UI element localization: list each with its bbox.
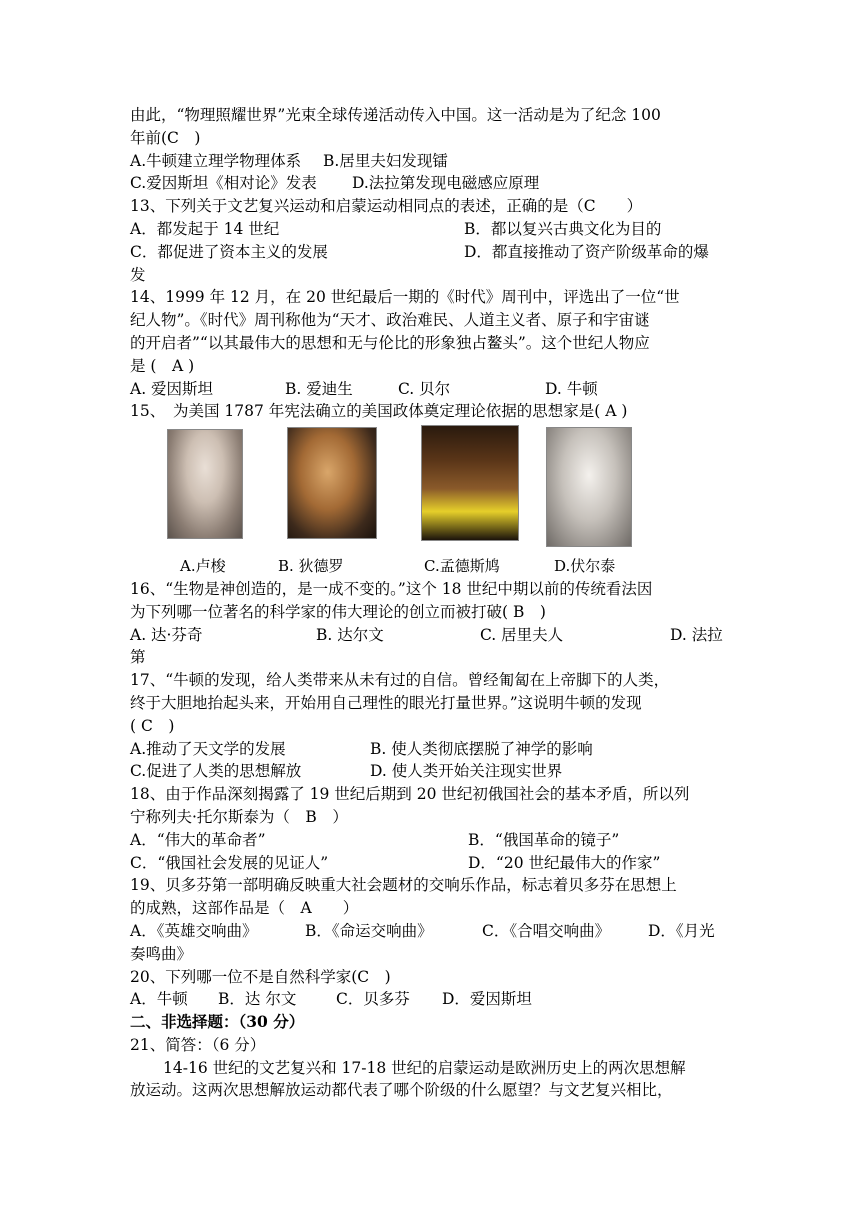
q12-options-cd [130,172,735,195]
q13-options-ab [130,218,735,241]
q13-option-d: D．都直接推动了资产阶级革命的爆 [464,242,709,261]
q17-stem-line2: 终于大胆地抬起头来，开始用自己理性的眼光打量世界。”这说明牛顿的发现 [130,693,642,712]
q15-captions [130,555,735,578]
q19-option-d: D．《月光 [648,921,715,940]
q14-option-c: C. 贝尔 [398,379,451,398]
q20-options [130,988,735,1011]
q18-stem-line1: 18、由于作品深刻揭露了 19 世纪后期到 20 世纪初俄国社会的基本矛盾，所以列 [130,785,690,804]
q15-portraits [130,427,735,555]
q21-stem-line1: 14-16 世纪的文艺复兴和 17-18 世纪的启蒙运动是欧洲历史上的两次思想解 [163,1058,686,1077]
q14-option-b: B. 爱迪生 [285,379,353,398]
q19-stem-line2: 的成熟，这部作品是（ A ） [130,899,359,918]
q15-caption-d: D.伏尔泰 [554,557,616,576]
q13-stem: 13、下列关于文艺复兴运动和启蒙运动相同点的表述，正确的是（C ） [130,197,643,216]
portrait-diderot [287,427,377,539]
q12-stem-line1: 由此，“物理照耀世界”光束全球传递活动传入中国。这一活动是为了纪念 100 [130,106,661,124]
q17-option-d: D. 使人类开始关注现实世界 [370,762,563,781]
q16-option-a: A. 达·芬奇 [130,625,203,644]
q13-options-cd [130,241,735,264]
q16-option-c: C. 居里夫人 [480,625,564,644]
q16-options [130,624,735,647]
q18-options-cd [130,852,735,875]
q14-option-d: D. 牛顿 [545,379,598,398]
q12-stem-line2: 年前(C ) [130,128,201,147]
q15-stem: 15、 为美国 1787 年宪法确立的美国政体奠定理论依据的思想家是( A ) [130,402,628,421]
q14-stem-line3: 的开启者”“以其最伟大的思想和无与伦比的形象独占鳌头”。这个世纪人物应 [130,333,650,352]
q14-options [130,378,735,401]
q16-option-b: B. 达尔文 [316,625,384,644]
q14-stem-line2: 纪人物”。《时代》周刊称他为“天才、政治难民、人道主义者、原子和宇宙谜 [130,311,650,330]
q16-option-d: D. 法拉 [670,625,723,644]
portrait-montesquieu [421,425,519,541]
portrait-rousseau [167,429,243,539]
q12-option-c: C.爱因斯坦《相对论》发表 [130,174,317,193]
q15-caption-a: A.卢梭 [180,557,226,576]
q13-option-b: B．都以复兴古典文化为目的 [464,219,662,238]
q19-option-d-continued: 奏鸣曲》 [130,944,193,963]
q17-option-c: C.促进了人类的思想解放 [130,762,302,781]
q19-option-c: C．《合唱交响曲》 [482,921,611,940]
q20-option-d: D．爱因斯坦 [442,990,532,1009]
portrait-voltaire [546,427,632,547]
section-heading-non-choice: 二、非选择题：（30 分） [130,1012,305,1032]
q17-options-ab [130,738,735,761]
q19-option-a: A．《英雄交响曲》 [130,921,258,940]
q13-option-c: C．都促进了资本主义的发展 [130,242,328,261]
q17-stem-line3: ( C ) [130,716,175,735]
q18-option-b: B．“俄国革命的镜子” [468,830,620,849]
q14-option-a: A. 爱因斯坦 [130,379,214,398]
q18-options-ab [130,829,735,852]
q19-option-b: B．《命运交响曲》 [305,921,433,940]
q16-option-d-continued: 第 [130,648,146,667]
q20-option-a: A．牛顿 [130,990,188,1009]
q13-option-a: A．都发起于 14 世纪 [130,219,280,238]
q18-option-d: D．“20 世纪最伟大的作家” [468,853,661,872]
q12-option-d: D.法拉第发现电磁感应原理 [352,174,540,193]
q17-option-b: B. 使人类彻底摆脱了神学的影响 [370,739,593,758]
q14-stem-line4: 是 ( A ) [130,356,195,375]
q12-option-a: A.牛顿建立理学物理体系 [130,151,302,170]
q18-option-a: A．“伟大的革命者” [130,830,266,849]
q21-heading: 21、简答：（6 分） [130,1035,266,1054]
q16-stem-line1: 16、“生物是神创造的，是一成不变的。”这个 18 世纪中期以前的传统看法因 [130,579,653,598]
q20-stem: 20、下列哪一位不是自然科学家(C ) [130,967,391,986]
q21-stem-line2: 放运动。这两次思想解放运动都代表了哪个阶级的什么愿望？与文艺复兴相比， [130,1081,673,1100]
q20-option-b: B．达 尔文 [218,990,297,1009]
q15-caption-b: B. 狄德罗 [278,557,344,576]
q17-options-cd [130,760,735,783]
q15-caption-c: C.孟德斯鸠 [424,557,500,576]
q14-stem-line1: 14、1999 年 12 月，在 20 世纪最后一期的《时代》周刊中，评选出了一位“世 [130,288,680,307]
question-content [130,104,735,1102]
q12-option-b: B.居里夫妇发现镭 [323,151,448,170]
q20-option-c: C．贝多芬 [336,990,410,1009]
q17-option-a: A.推动了天文学的发展 [130,739,286,758]
q19-options [130,920,735,943]
q17-stem-line1: 17、“牛顿的发现，给人类带来从未有过的自信。曾经匍匐在上帝脚下的人类， [130,671,670,690]
q18-option-c: C．“俄国社会发展的见证人” [130,853,329,872]
q13-option-d-continued: 发 [130,265,146,284]
q16-stem-line2: 为下列哪一位著名的科学家的伟大理论的创立而被打破( B ) [130,602,546,621]
q18-stem-line2: 宁称列夫·托尔斯泰为（ B ） [130,807,348,826]
q19-stem-line1: 19、贝多芬第一部明确反映重大社会题材的交响乐作品，标志着贝多芬在思想上 [130,876,677,895]
q12-options-ab [130,150,735,173]
